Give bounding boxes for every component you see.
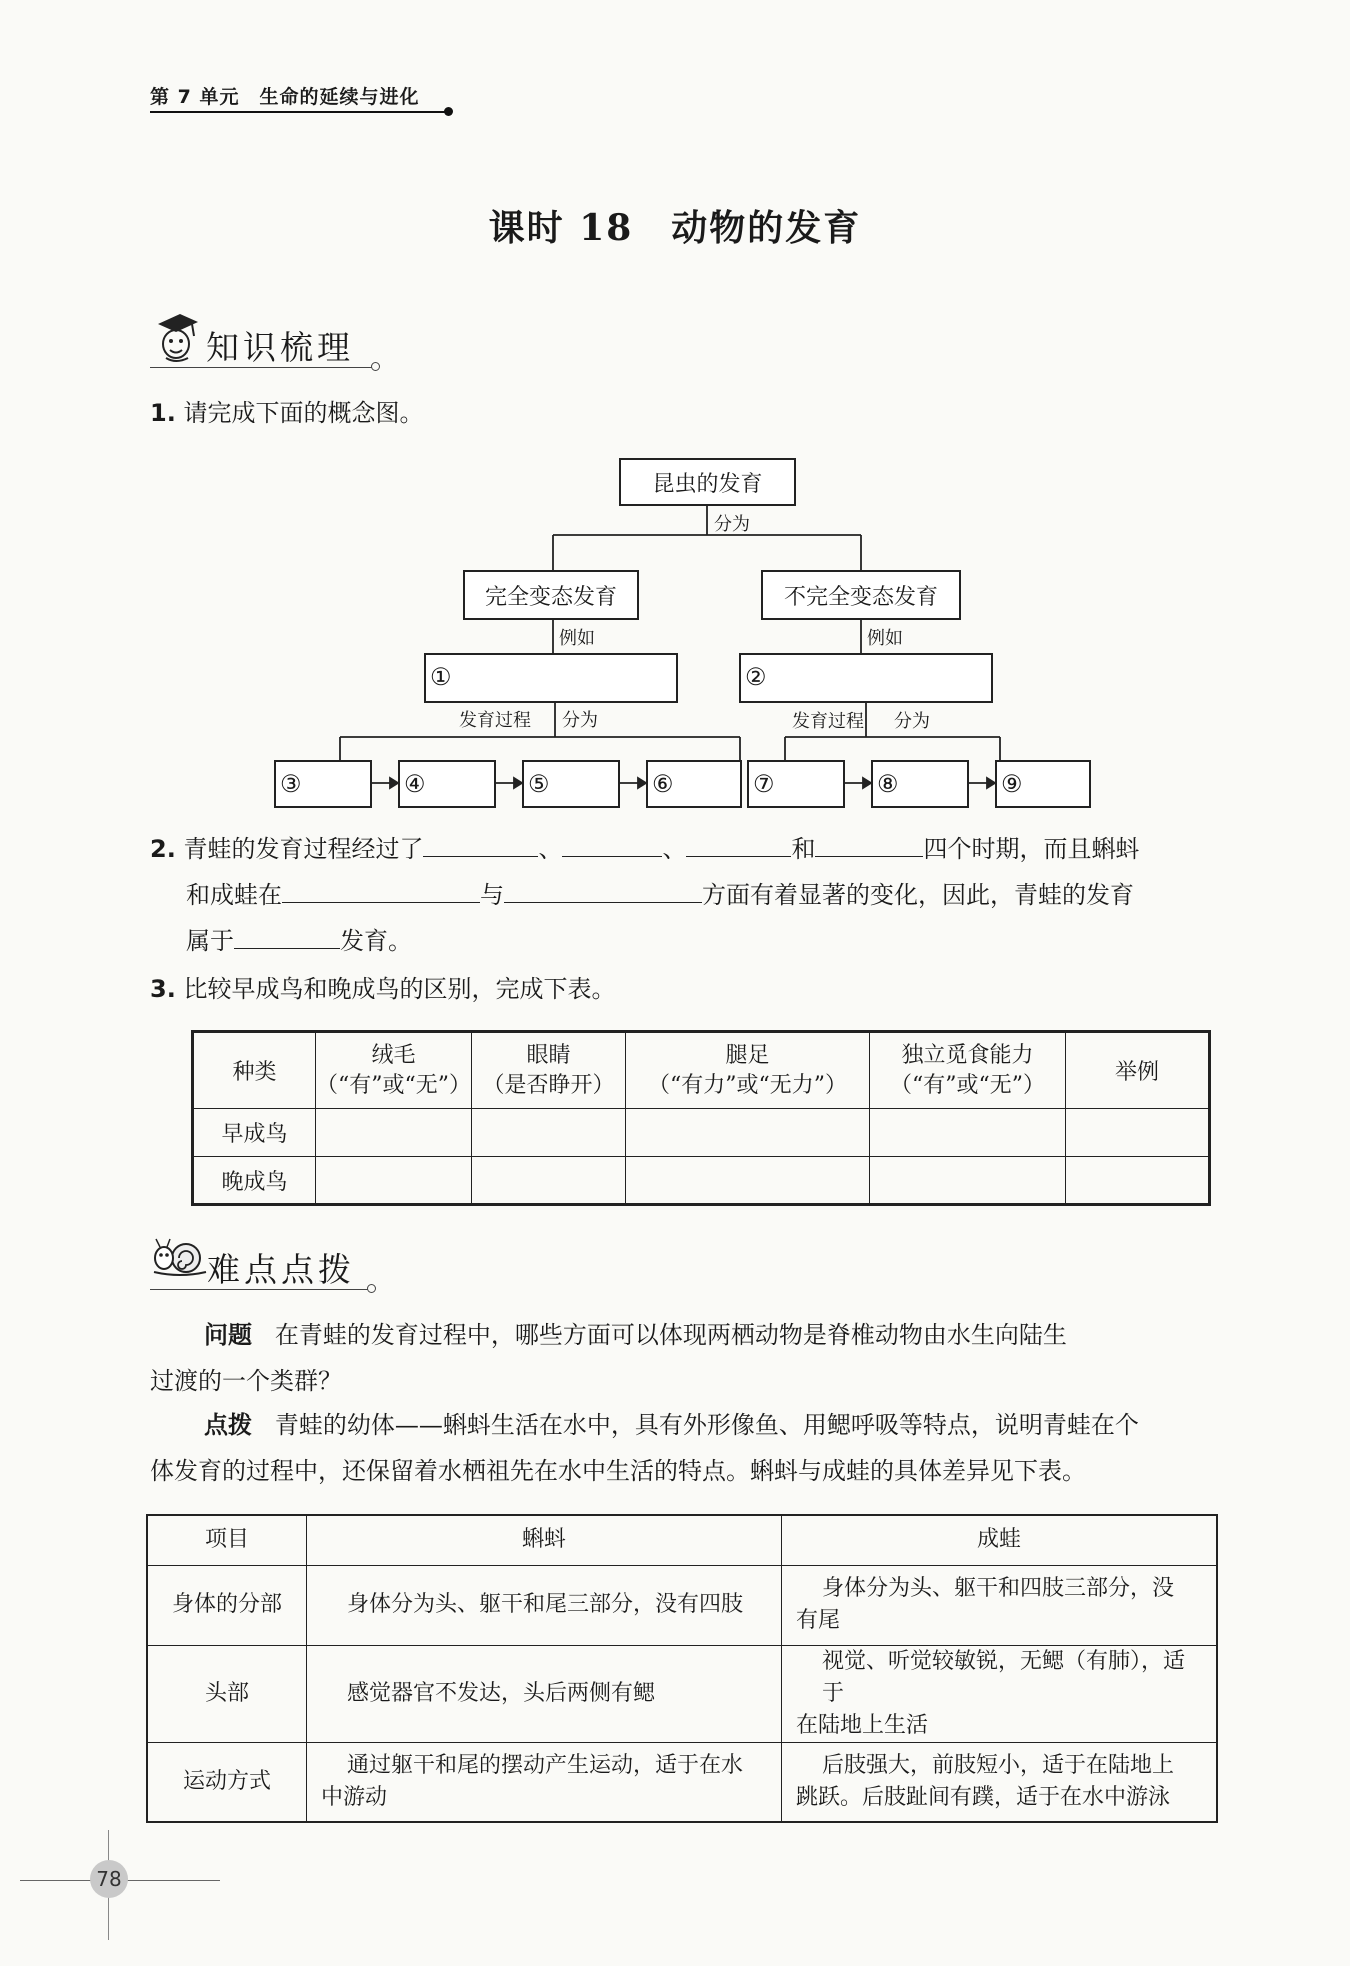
problem-label: 问题 xyxy=(204,1321,252,1349)
question-text: 比较早成鸟和晚成鸟的区别，完成下表。 xyxy=(183,975,616,1003)
answer-blank[interactable] xyxy=(504,872,702,903)
edge-label-example-left: 例如 xyxy=(559,628,595,649)
question-number: 1. xyxy=(150,399,176,427)
blank-box-4[interactable]: ④ xyxy=(398,760,496,808)
snail-icon xyxy=(150,1236,210,1280)
answer-cell[interactable] xyxy=(626,1157,870,1205)
hint-text: 体发育的过程中，还保留着水栖祖先在水中生活的特点。蝌蚪与成蛙的具体差异见下表。 xyxy=(150,1457,1086,1485)
blank-box-3[interactable]: ③ xyxy=(274,760,372,808)
table-row xyxy=(147,1742,1217,1822)
question-number: 3. xyxy=(150,975,176,1003)
answer-cell[interactable] xyxy=(472,1157,626,1205)
answer-cell[interactable] xyxy=(316,1157,472,1205)
separator: 和 xyxy=(791,835,816,863)
blank-box-6[interactable]: ⑥ xyxy=(646,760,742,808)
answer-blank[interactable] xyxy=(423,826,538,857)
edge-label-process-left: 发育过程 xyxy=(459,710,531,731)
answer-cell[interactable] xyxy=(1066,1157,1210,1205)
table-row xyxy=(147,1645,1217,1742)
header-cell: 项目 xyxy=(147,1515,307,1565)
question-number: 2. xyxy=(150,835,176,863)
hint-text: 青蛙的幼体——蝌蚪生活在水中，具有外形像鱼、用鳃呼吸等特点，说明青蛙在个 xyxy=(274,1411,1139,1439)
section-heading-knowledge: 知识梳理 xyxy=(206,328,354,367)
header-cell: 绒毛 （“有”或“无”） xyxy=(316,1032,472,1109)
question-3 xyxy=(150,966,615,1012)
answer-blank[interactable] xyxy=(234,918,340,949)
question-text: 发育。 xyxy=(340,927,412,955)
answer-cell[interactable] xyxy=(870,1109,1066,1157)
header-cell: 蝌蚪 xyxy=(307,1515,782,1565)
table-row xyxy=(147,1565,1217,1645)
blank-box-7[interactable]: ⑦ xyxy=(747,760,845,808)
answer-blank[interactable] xyxy=(562,826,662,857)
blank-box-1[interactable]: ① xyxy=(424,653,678,703)
tadpole-cell: 通过躯干和尾的摆动产生运动，适于在水 中游动 xyxy=(307,1742,782,1822)
edge-label-process-right: 发育过程 xyxy=(792,711,864,732)
blank-box-5[interactable]: ⑤ xyxy=(522,760,620,808)
edge-label-split-right: 分为 xyxy=(894,711,930,732)
edge-label-split-left: 分为 xyxy=(562,710,598,731)
row-label: 身体的分部 xyxy=(147,1565,307,1645)
separator: 、 xyxy=(538,835,563,863)
edge-label-divide: 分为 xyxy=(714,514,750,535)
header-cell: 腿足 （“有力”或“无力”） xyxy=(626,1032,870,1109)
tadpole-cell: 身体分为头、躯干和尾三部分，没有四肢 xyxy=(307,1565,782,1645)
frog-cell: 视觉、听觉较敏锐，无鳃（有肺），适于 在陆地上生活 xyxy=(782,1645,1218,1742)
question-text: 和成蛙在 xyxy=(186,881,282,909)
table-row xyxy=(193,1109,1210,1157)
header-cell: 种类 xyxy=(193,1032,316,1109)
question-text: 与 xyxy=(480,881,504,909)
blank-box-9[interactable]: ⑨ xyxy=(995,760,1091,808)
question-text: 青蛙的发育过程经过了 xyxy=(183,835,424,863)
edge-label-example-right: 例如 xyxy=(867,628,903,649)
unit-header: 第 7 单元 生命的延续与进化 xyxy=(150,86,420,108)
answer-blank[interactable] xyxy=(815,826,923,857)
answer-cell[interactable] xyxy=(626,1109,870,1157)
tadpole-cell: 感觉器官不发达，头后两侧有鳃 xyxy=(307,1645,782,1742)
row-label: 早成鸟 xyxy=(193,1109,316,1157)
row-label: 晚成鸟 xyxy=(193,1157,316,1205)
question-text: 方面有着显著的变化，因此，青蛙的发育 xyxy=(702,881,1134,909)
lesson-title: 课时 18 动物的发育 xyxy=(488,207,862,249)
answer-cell[interactable] xyxy=(1066,1109,1210,1157)
page-number: 78 xyxy=(90,1860,128,1898)
header-cell: 成蛙 xyxy=(782,1515,1218,1565)
section-underline xyxy=(150,1289,368,1290)
tadpole-frog-table xyxy=(146,1514,1218,1823)
question-2 xyxy=(150,826,1230,964)
separator: 、 xyxy=(662,835,687,863)
problem-paragraph xyxy=(150,1312,1230,1404)
bird-comparison-table xyxy=(191,1030,1211,1206)
hint-label: 点拨 xyxy=(204,1411,252,1439)
concept-root: 昆虫的发育 xyxy=(619,458,796,506)
row-label: 头部 xyxy=(147,1645,307,1742)
problem-text: 在青蛙的发育过程中，哪些方面可以体现两栖动物是脊椎动物由水生向陆生 xyxy=(274,1321,1067,1349)
concept-incomplete-metamorphosis: 不完全变态发育 xyxy=(761,570,961,620)
blank-box-2[interactable]: ② xyxy=(739,653,993,703)
question-text: 四个时期，而且蝌蚪 xyxy=(923,835,1140,863)
answer-blank[interactable] xyxy=(686,826,791,857)
answer-cell[interactable] xyxy=(316,1109,472,1157)
row-label: 运动方式 xyxy=(147,1742,307,1822)
question-text: 请完成下面的概念图。 xyxy=(183,399,424,427)
question-text: 属于 xyxy=(186,927,234,955)
blank-box-8[interactable]: ⑧ xyxy=(871,760,969,808)
section-underline-end xyxy=(367,1284,376,1293)
table-header-row xyxy=(147,1515,1217,1565)
header-cell: 眼睛 （是否睁开） xyxy=(472,1032,626,1109)
answer-blank[interactable] xyxy=(282,872,480,903)
hint-paragraph xyxy=(150,1402,1230,1494)
section-heading-difficulty: 难点点拨 xyxy=(207,1250,355,1289)
header-cell: 独立觅食能力 （“有”或“无”） xyxy=(870,1032,1066,1109)
frog-cell: 身体分为头、躯干和四肢三部分，没 有尾 xyxy=(782,1565,1218,1645)
concept-complete-metamorphosis: 完全变态发育 xyxy=(463,570,639,620)
problem-text: 过渡的一个类群？ xyxy=(150,1367,342,1395)
table-header-row xyxy=(193,1032,1210,1109)
header-cell: 举例 xyxy=(1066,1032,1210,1109)
answer-cell[interactable] xyxy=(870,1157,1066,1205)
table-row xyxy=(193,1157,1210,1205)
answer-cell[interactable] xyxy=(472,1109,626,1157)
frog-cell: 后肢强大，前肢短小，适于在陆地上 跳跃。后肢趾间有蹼，适于在水中游泳 xyxy=(782,1742,1218,1822)
